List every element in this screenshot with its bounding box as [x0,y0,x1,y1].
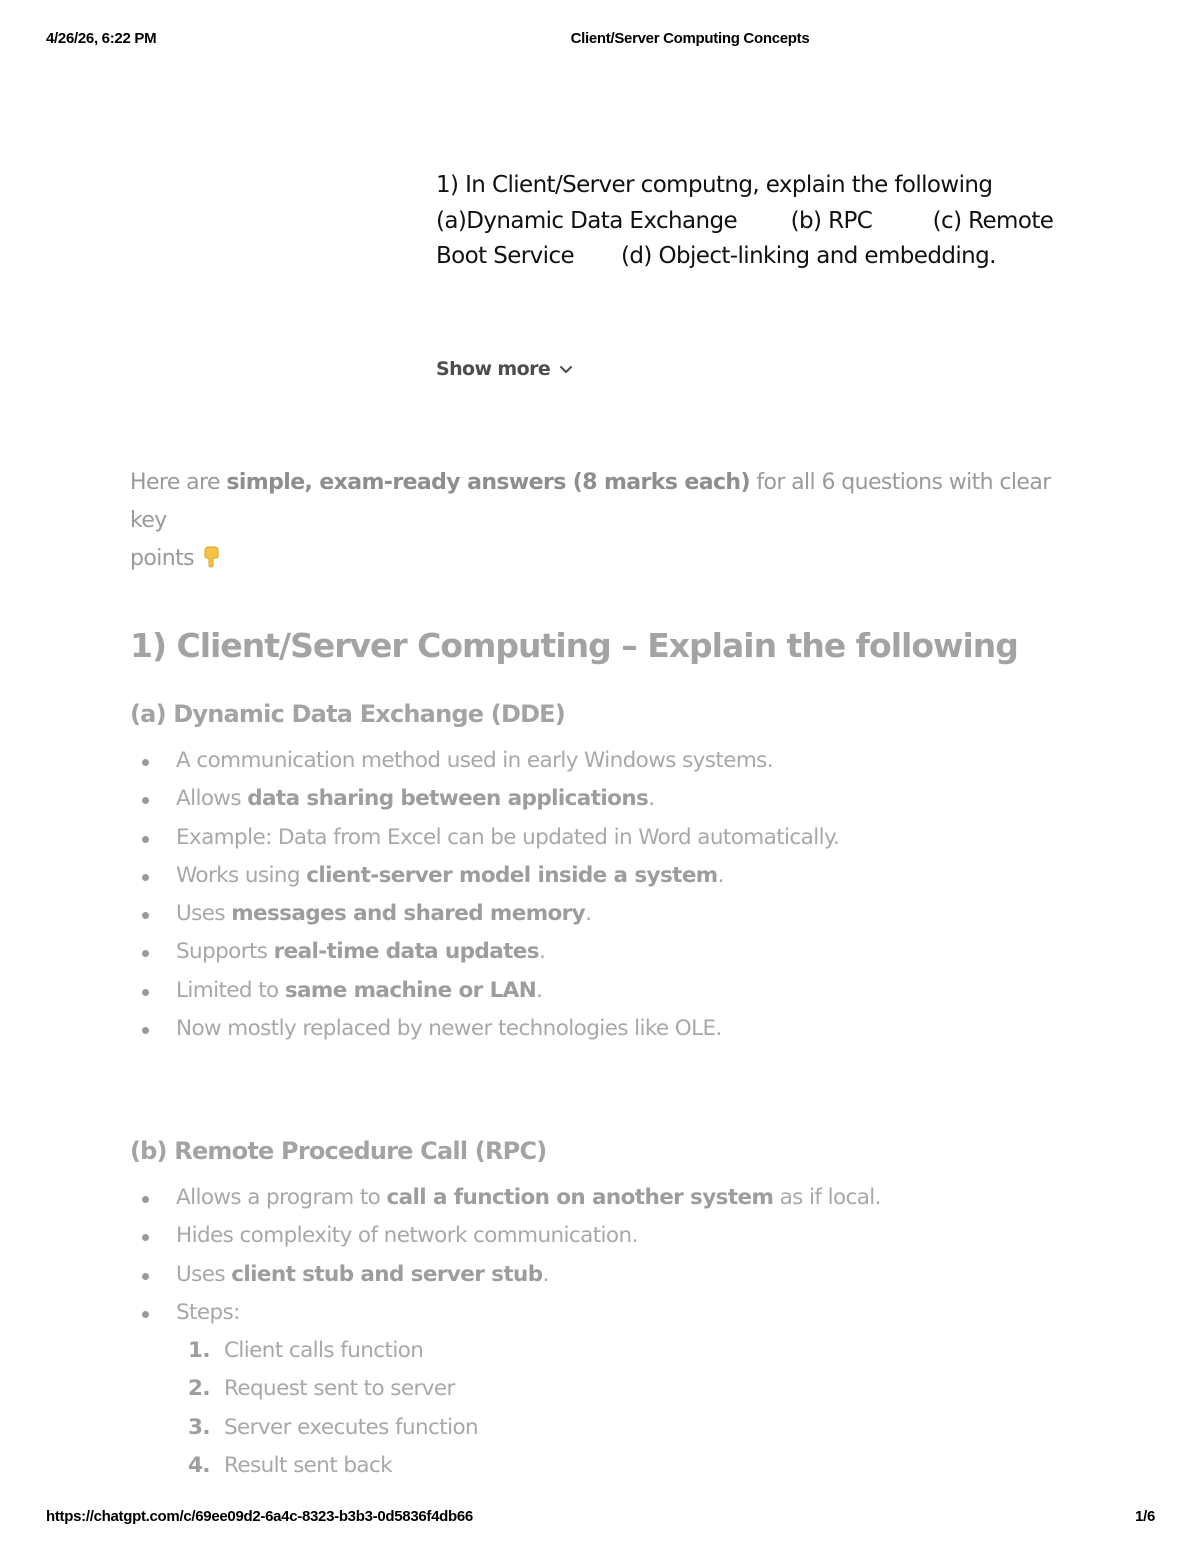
question-line: Boot Service (d) Object-linking and embedding. [436,243,996,269]
page-number: 1/6 [1135,1508,1155,1525]
section-b-list [130,1179,881,1332]
list-item: Allows a program to call a function on another system as if local. [130,1179,881,1217]
list-item: Uses messages and shared memory. [130,895,839,933]
answer-heading: 1) Client/Server Computing – Explain the following [130,626,1018,665]
section-b-title: (b) Remote Procedure Call (RPC) [130,1137,547,1165]
step-item: 2. Request sent to server [188,1376,455,1402]
answer-intro: Here are simple, exam-ready answers (8 marks each) for all 6 questions with clear key points [130,470,1051,571]
question-line: (a)Dynamic Data Exchange (b) RPC (c) Remote [436,207,1054,234]
list-item: Uses client stub and server stub. [130,1256,881,1294]
list-item: Example: Data from Excel can be updated in Word automatically. [130,819,839,857]
pointing-down-icon [200,546,222,568]
question-line: 1) In Client/Server computng, explain the following [436,172,993,198]
intro-continuation: points [130,546,222,571]
section-a-list [130,742,839,1048]
section-a-title: (a) Dynamic Data Exchange (DDE) [130,700,565,728]
step-item: 3. Server executes function [188,1414,479,1440]
step-item: 1. Client calls function [188,1338,424,1363]
list-item: Now mostly replaced by newer technologies like OLE. [130,1010,839,1048]
assistant-answer [130,464,1070,578]
show-more-label: Show more [436,358,551,380]
list-item: Limited to same machine or LAN. [130,972,839,1010]
show-more-button[interactable] [436,358,574,380]
user-question [436,168,1056,275]
list-item: Supports real-time data updates. [130,933,839,971]
print-datetime: 4/26/26, 6:22 PM [46,30,157,47]
list-item: Steps: [130,1294,881,1332]
print-url: https://chatgpt.com/c/69ee09d2-6a4c-8323-b3b3-0d5836f4db66 [46,1508,473,1525]
print-title: Client/Server Computing Concepts [570,30,810,47]
rpc-steps-list [176,1332,478,1485]
step-item: 4. Result sent back [188,1452,393,1478]
list-item: Allows data sharing between applications. [130,780,839,818]
chevron-down-icon [558,361,574,377]
list-item: Works using client-server model inside a system. [130,857,839,895]
intro-emphasis: simple, exam-ready answers (8 marks each) [226,470,750,495]
list-item: A communication method used in early Windows systems. [130,742,839,780]
list-item: Hides complexity of network communication. [130,1217,881,1255]
